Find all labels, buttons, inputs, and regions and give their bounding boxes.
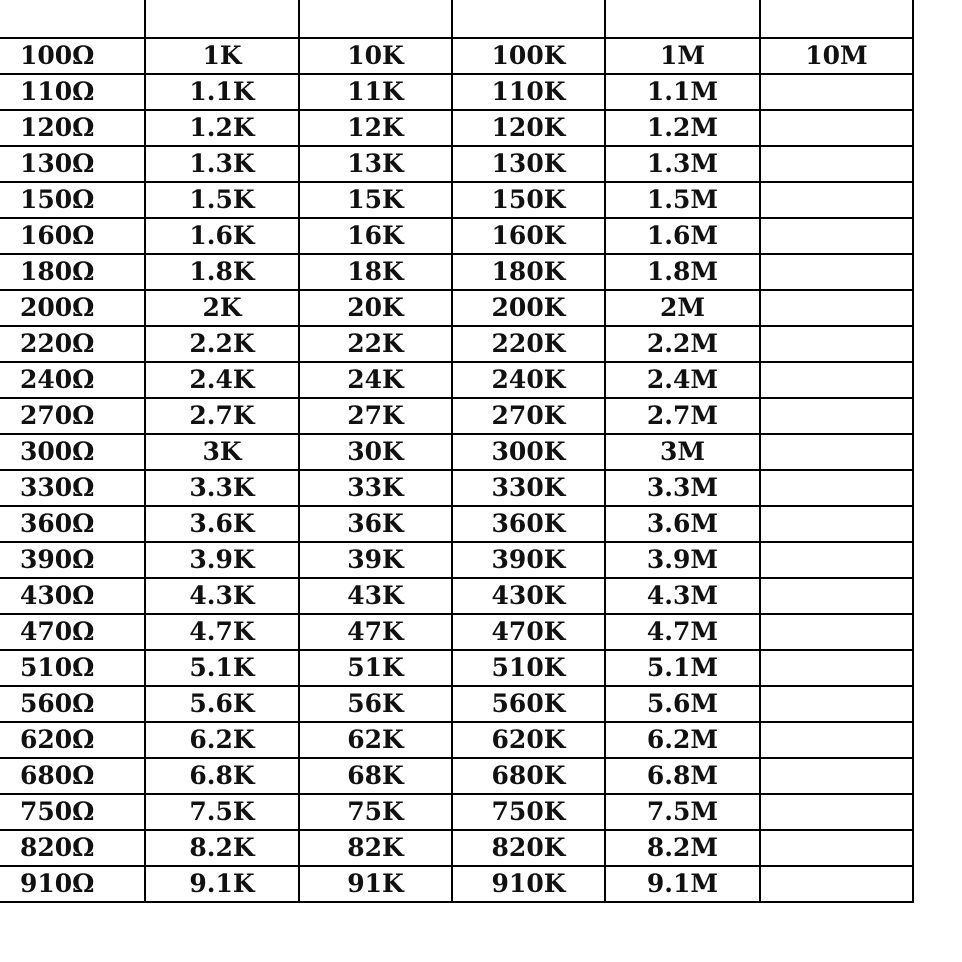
header-cell [0, 0, 145, 38]
table-cell: 240Ω [0, 362, 145, 398]
table-cell: 2M [605, 290, 760, 326]
table-cell: 4.3M [605, 578, 760, 614]
table-cell: 39K [299, 542, 452, 578]
table-cell: 3.6K [145, 506, 299, 542]
table-cell: 560Ω [0, 686, 145, 722]
table-cell: 1.3M [605, 146, 760, 182]
table-cell: 3.9K [145, 542, 299, 578]
table-cell [760, 866, 913, 902]
table-cell: 75K [299, 794, 452, 830]
table-cell: 91K [299, 866, 452, 902]
table-cell: 1.2K [145, 110, 299, 146]
table-row [0, 542, 913, 578]
table-cell: 1.5M [605, 182, 760, 218]
table-cell [760, 182, 913, 218]
table-row [0, 722, 913, 758]
table-cell: 270Ω [0, 398, 145, 434]
table-cell: 300K [452, 434, 605, 470]
table-cell: 750Ω [0, 794, 145, 830]
table-cell: 820Ω [0, 830, 145, 866]
table-cell: 1.6K [145, 218, 299, 254]
table-cell: 3.3K [145, 470, 299, 506]
table-cell: 4.7M [605, 614, 760, 650]
table-cell: 360Ω [0, 506, 145, 542]
table-cell: 180Ω [0, 254, 145, 290]
table-cell: 36K [299, 506, 452, 542]
table-row [0, 362, 913, 398]
table-cell [760, 722, 913, 758]
table-cell: 43K [299, 578, 452, 614]
table-cell [760, 218, 913, 254]
table-header-row [0, 0, 913, 38]
table-cell: 620Ω [0, 722, 145, 758]
table-cell: 680K [452, 758, 605, 794]
table-cell: 10K [299, 38, 452, 74]
table-cell: 470K [452, 614, 605, 650]
table-cell: 510Ω [0, 650, 145, 686]
table-cell [760, 398, 913, 434]
table-cell: 130Ω [0, 146, 145, 182]
table-cell: 180K [452, 254, 605, 290]
table-cell: 9.1M [605, 866, 760, 902]
table-row [0, 74, 913, 110]
table-cell: 100Ω [0, 38, 145, 74]
table-cell: 47K [299, 614, 452, 650]
table-cell: 8.2K [145, 830, 299, 866]
table-cell: 5.6M [605, 686, 760, 722]
table-cell: 910Ω [0, 866, 145, 902]
table-cell: 3M [605, 434, 760, 470]
table-cell: 1.5K [145, 182, 299, 218]
table-cell [760, 254, 913, 290]
table-cell: 20K [299, 290, 452, 326]
table-cell: 160K [452, 218, 605, 254]
table-row [0, 578, 913, 614]
table-cell: 200Ω [0, 290, 145, 326]
table-cell: 820K [452, 830, 605, 866]
table-row [0, 614, 913, 650]
table-cell: 9.1K [145, 866, 299, 902]
table-cell: 750K [452, 794, 605, 830]
table-row [0, 830, 913, 866]
table-cell: 1M [605, 38, 760, 74]
table-cell: 1K [145, 38, 299, 74]
table-cell: 6.8K [145, 758, 299, 794]
table-cell: 1.3K [145, 146, 299, 182]
table-cell: 22K [299, 326, 452, 362]
table-cell: 1.1M [605, 74, 760, 110]
table-row [0, 686, 913, 722]
table-cell [760, 74, 913, 110]
table-cell: 160Ω [0, 218, 145, 254]
table-cell [760, 434, 913, 470]
table-cell: 18K [299, 254, 452, 290]
table-cell: 330K [452, 470, 605, 506]
table-row [0, 146, 913, 182]
table-cell [760, 290, 913, 326]
table-cell: 2.7M [605, 398, 760, 434]
table-cell [760, 506, 913, 542]
table-row [0, 506, 913, 542]
table-cell: 30K [299, 434, 452, 470]
table-cell: 3.6M [605, 506, 760, 542]
table-cell: 8.2M [605, 830, 760, 866]
table-cell: 6.8M [605, 758, 760, 794]
table-cell: 110K [452, 74, 605, 110]
table-cell: 620K [452, 722, 605, 758]
table-cell: 300Ω [0, 434, 145, 470]
table-cell: 15K [299, 182, 452, 218]
table-row [0, 794, 913, 830]
table-cell: 510K [452, 650, 605, 686]
table-cell: 6.2K [145, 722, 299, 758]
table-row [0, 254, 913, 290]
table-cell: 62K [299, 722, 452, 758]
table-cell [760, 362, 913, 398]
table-cell: 120K [452, 110, 605, 146]
table-cell: 12K [299, 110, 452, 146]
table-cell: 5.6K [145, 686, 299, 722]
table-cell: 2.4M [605, 362, 760, 398]
table-row [0, 758, 913, 794]
table-cell: 430K [452, 578, 605, 614]
table-row [0, 182, 913, 218]
table-cell: 2.2K [145, 326, 299, 362]
table-cell: 2.2M [605, 326, 760, 362]
table-cell: 910K [452, 866, 605, 902]
table-cell: 68K [299, 758, 452, 794]
table-row [0, 866, 913, 902]
table-cell: 360K [452, 506, 605, 542]
table-cell [760, 110, 913, 146]
table-cell: 7.5M [605, 794, 760, 830]
header-cell [299, 0, 452, 38]
table-row [0, 218, 913, 254]
table-cell: 1.1K [145, 74, 299, 110]
table-cell: 560K [452, 686, 605, 722]
table-cell: 150Ω [0, 182, 145, 218]
table-cell: 200K [452, 290, 605, 326]
table-cell [760, 758, 913, 794]
table-row [0, 434, 913, 470]
table-cell: 24K [299, 362, 452, 398]
table-cell: 330Ω [0, 470, 145, 506]
table-cell [760, 794, 913, 830]
table-cell: 13K [299, 146, 452, 182]
table-cell: 120Ω [0, 110, 145, 146]
table-cell: 6.2M [605, 722, 760, 758]
table-cell: 2.7K [145, 398, 299, 434]
table-cell: 110Ω [0, 74, 145, 110]
table-cell [760, 146, 913, 182]
table-cell [760, 614, 913, 650]
table-row [0, 326, 913, 362]
table-cell: 150K [452, 182, 605, 218]
table-cell: 7.5K [145, 794, 299, 830]
table-cell: 82K [299, 830, 452, 866]
table-cell: 1.2M [605, 110, 760, 146]
table-row [0, 470, 913, 506]
table-cell: 1.6M [605, 218, 760, 254]
table-cell: 240K [452, 362, 605, 398]
table-cell: 430Ω [0, 578, 145, 614]
table-cell: 390Ω [0, 542, 145, 578]
table-cell [760, 578, 913, 614]
table-cell: 4.7K [145, 614, 299, 650]
header-cell [452, 0, 605, 38]
table-cell: 3.3M [605, 470, 760, 506]
table-cell: 220K [452, 326, 605, 362]
table-cell: 16K [299, 218, 452, 254]
table-cell: 470Ω [0, 614, 145, 650]
table-cell: 390K [452, 542, 605, 578]
table-cell: 1.8K [145, 254, 299, 290]
table-cell [760, 686, 913, 722]
table-cell: 130K [452, 146, 605, 182]
table-cell: 680Ω [0, 758, 145, 794]
table-cell: 11K [299, 74, 452, 110]
table-cell: 2.4K [145, 362, 299, 398]
table-cell: 10M [760, 38, 913, 74]
table-cell: 2K [145, 290, 299, 326]
header-cell [605, 0, 760, 38]
table-cell: 270K [452, 398, 605, 434]
table-cell: 220Ω [0, 326, 145, 362]
table-cell: 3K [145, 434, 299, 470]
table-cell: 56K [299, 686, 452, 722]
table-cell: 1.8M [605, 254, 760, 290]
table-cell: 27K [299, 398, 452, 434]
table-cell: 5.1M [605, 650, 760, 686]
table-row [0, 650, 913, 686]
table-cell [760, 542, 913, 578]
table-row [0, 398, 913, 434]
table-cell: 4.3K [145, 578, 299, 614]
table-cell [760, 326, 913, 362]
header-cell [145, 0, 299, 38]
table-cell: 51K [299, 650, 452, 686]
table-cell [760, 470, 913, 506]
table-row [0, 290, 913, 326]
header-cell [760, 0, 913, 38]
table-cell [760, 650, 913, 686]
table-cell: 5.1K [145, 650, 299, 686]
table-cell [760, 830, 913, 866]
table-cell: 100K [452, 38, 605, 74]
table-cell: 33K [299, 470, 452, 506]
table-row [0, 110, 913, 146]
table-row [0, 38, 913, 74]
table-cell: 3.9M [605, 542, 760, 578]
